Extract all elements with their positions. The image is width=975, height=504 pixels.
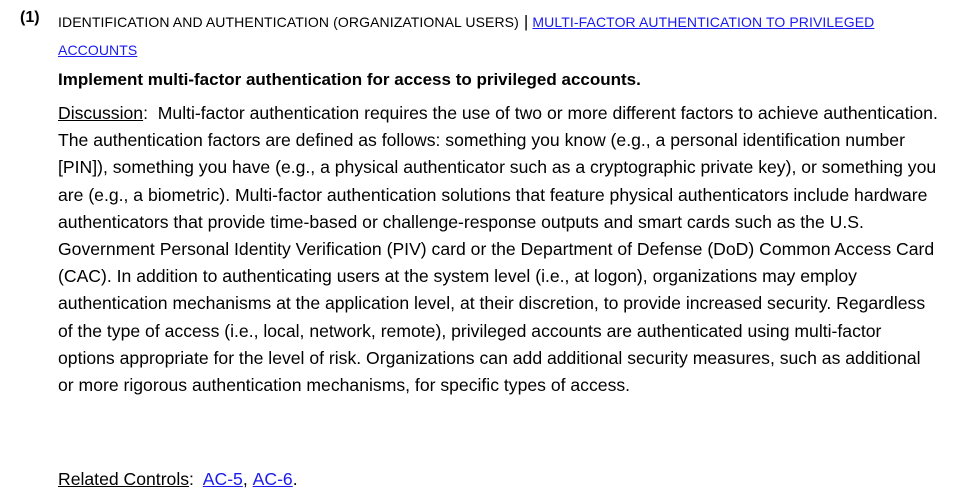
enhancement-heading	[58, 8, 938, 64]
control-statement: Implement multi-factor authentication for access to privileged accounts.	[58, 70, 641, 89]
related-controls-period: .	[292, 469, 298, 489]
related-control-link-ac-5[interactable]: AC-5	[202, 469, 243, 489]
discussion-text: Multi-factor authentication requires the use of two or more different factors to achieve authentication. The authentication factors are defined as follows: something you know (e.g., a personal identification number [PIN]), something you have (e.g., a physical authenticator such as a cryptographic private key), or something you are (e.g., a biometric). Multi-factor authentication solutions that feature physical authenticators include hardware authenticators that provide time-based or challenge-response outputs and smart cards such as the U.S. Government Personal Identity Verification (PIV) card or the Department of Defense (DoD) Common Access Card (CAC). In addition to authenticating users at the system level (i.e., at logon), organizations may employ authentication mechanisms at the application level, at their discretion, to provide increased security. Regardless of the type of access (i.e., local, network, remote), privileged accounts are authenticated using multi-factor options appropriate for the level of risk. Organizations can add additional security measures, such as additional or more rigorous authentication mechanisms, for specific types of access.	[58, 103, 938, 396]
related-control-link-ac-6[interactable]: AC-6	[252, 469, 293, 489]
discussion-colon: :	[143, 103, 158, 123]
related-controls	[58, 466, 298, 493]
heading-separator: |	[523, 12, 529, 31]
enhancement-title-link[interactable]: MULTI-FACTOR AUTHENTICATION TO PRIVILEGED ACCOUNTS	[58, 14, 875, 58]
related-controls-label: Related Controls	[58, 469, 190, 489]
enhancement-number: (1)	[20, 9, 40, 26]
discussion-paragraph	[58, 100, 938, 399]
control-family-name: IDENTIFICATION AND AUTHENTICATION (ORGANIZATIONAL USERS)	[58, 14, 519, 30]
related-controls-comma: ,	[242, 469, 248, 489]
discussion-label: Discussion	[58, 103, 144, 123]
related-controls-colon: :	[189, 469, 203, 489]
